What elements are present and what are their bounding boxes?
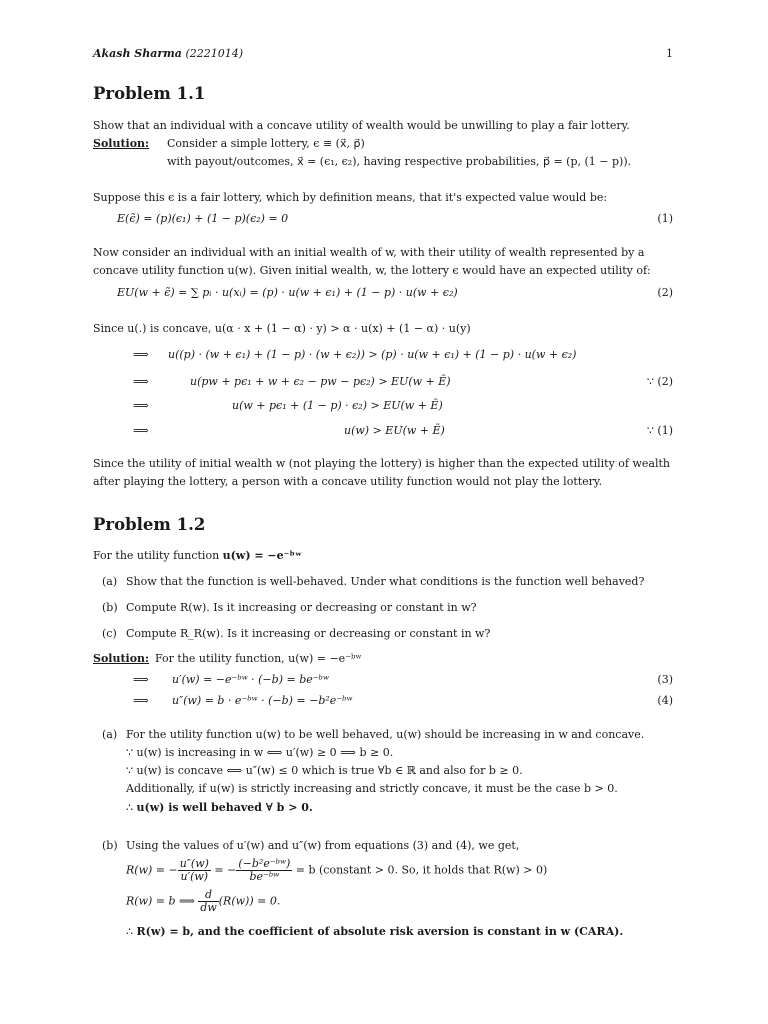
solution-label-1-1: Solution: <box>93 137 150 150</box>
part-c-label: (c) <box>102 627 117 640</box>
answer-a-label: (a) <box>102 728 118 741</box>
fraction-u2-over-u1 <box>178 858 211 883</box>
r2-lhs: R(w) = b ⟹ <box>126 894 199 908</box>
equation-3-arrow: ⟹ <box>133 673 149 686</box>
paragraph-2-line-1: Now consider an individual with an initial wealth of w, with their utility of wealth represented by a <box>93 246 645 259</box>
derivative-equation <box>126 889 280 914</box>
step-4-reason: ∵ (1) <box>646 424 673 437</box>
equation-4-arrow: ⟹ <box>133 694 149 707</box>
equation-4: u″(w) = b · e⁻ᵇʷ · (−b) = −b²e⁻ᵇʷ <box>172 694 353 707</box>
fraction-denominator: u′(w) <box>180 870 209 884</box>
part-a-label: (a) <box>102 575 118 588</box>
step-2-reason: ∵ (2) <box>646 375 673 388</box>
part-b-label: (b) <box>102 601 118 614</box>
part-b-question: Compute R(w). Is it increasing or decreasing or constant in w? <box>126 601 477 614</box>
solution-1-2-text: For the utility function, u(w) = −e⁻ᵇʷ <box>155 652 362 665</box>
utility-function: u(w) = −e⁻ᵇʷ <box>222 549 303 562</box>
answer-a-conclusion <box>126 801 313 814</box>
r-rhs: = b (constant > 0. So, it holds that R(w) > 0) <box>292 863 548 877</box>
equation-3-label: (3) <box>657 673 673 686</box>
part-a-question: Show that the function is well-behaved. Under what conditions is the function well behaved? <box>126 575 645 588</box>
step-1-expression: u((p) · (w + ϵ₁) + (1 − p) · (w + ϵ₂)) > (p) · u(w + ϵ₁) + (1 − p) · u(w + ϵ₂) <box>168 348 577 361</box>
lottery-definition: Consider a simple lottery, ϵ ≡ (x⃗, p⃗) <box>167 137 365 150</box>
step-3-arrow: ⟹ <box>133 399 149 412</box>
equation-4-label: (4) <box>657 694 673 707</box>
fraction-numerator: (−b²e⁻ᵇʷ) <box>238 857 291 870</box>
equation-3: u′(w) = −e⁻ᵇʷ · (−b) = be⁻ᵇʷ <box>172 673 329 686</box>
fraction-denominator: be⁻ᵇʷ <box>249 870 280 884</box>
step-1-arrow: ⟹ <box>133 348 149 361</box>
fraction-d-dw <box>198 889 218 914</box>
fair-lottery-text: Suppose this ϵ is a fair lottery, which by definition means, that it's expected value would be: <box>93 191 608 204</box>
running-header-author <box>93 47 243 60</box>
answer-a-line-3: ∵ u(w) is concave ⟺ u″(w) ≤ 0 which is true ∀b ∈ ℝ and also for b ≥ 0. <box>126 764 523 777</box>
risk-aversion-equation <box>126 858 547 883</box>
r-mid: = − <box>210 863 237 877</box>
answer-a-line-1: For the utility function u(w) to be well behaved, u(w) should be increasing in w and concave. <box>126 728 645 741</box>
lottery-payout: with payout/outcomes, x⃗ = (ϵ₁, ϵ₂), having respective probabilities, p⃗ = (p, (1 − p)). <box>167 155 632 168</box>
equation-2-label: (2) <box>657 286 673 299</box>
equation-2: EU(w + ϵ̃) = ∑ pᵢ · u(xᵢ) = (p) · u(w + ϵ₁) + (1 − p) · u(w + ϵ₂) <box>117 286 458 299</box>
answer-a-line-4: Additionally, if u(w) is strictly increasing and strictly concave, it must be the case b > 0. <box>126 782 618 795</box>
step-2-expression: u(pw + pϵ₁ + w + ϵ₂ − pw − pϵ₂) > EU(w + Ẽ) <box>190 375 451 388</box>
page-number: 1 <box>666 47 673 60</box>
problem-1-2-title: Problem 1.2 <box>93 515 206 534</box>
therefore-symbol: ∴ <box>126 925 137 938</box>
r-lhs: R(w) = − <box>126 863 178 877</box>
fraction-numerator: u″(w) <box>179 857 209 870</box>
problem-1-2-statement-prefix: For the utility function <box>93 549 223 562</box>
solution-label-1-2: Solution: <box>93 652 150 665</box>
answer-b-conclusion-text: R(w) = b, and the coefficient of absolute risk aversion is constant in w (CARA). <box>136 925 624 938</box>
answer-a-conclusion-text: u(w) is well behaved ∀ b > 0. <box>136 801 313 814</box>
problem-1-1-statement: Show that an individual with a concave utility of wealth would be unwilling to play a fair lottery. <box>93 119 630 132</box>
equation-1-label: (1) <box>657 212 673 225</box>
author-id: (2221014) <box>185 47 244 60</box>
equation-1: E(ϵ̃) = (p)(ϵ₁) + (1 − p)(ϵ₂) = 0 <box>117 212 289 225</box>
conclusion-1-1-line-1: Since the utility of initial wealth w (not playing the lottery) is higher than the expected utility of wealth <box>93 457 670 470</box>
paragraph-2-line-2: concave utility function u(w). Given initial wealth, w, the lottery ϵ would have an expected utility of: <box>93 264 651 277</box>
fraction-numerator: d <box>198 889 218 902</box>
fraction-denominator: dw <box>200 901 217 915</box>
therefore-symbol: ∴ <box>126 801 137 814</box>
step-4-arrow: ⟹ <box>133 424 149 437</box>
step-2-arrow: ⟹ <box>133 375 149 388</box>
answer-b-line-1: Using the values of u′(w) and u″(w) from equations (3) and (4), we get, <box>126 839 520 852</box>
step-3-expression: u(w + pϵ₁ + (1 − p) · ϵ₂) > EU(w + Ẽ) <box>232 399 443 412</box>
fraction-substituted <box>236 858 292 883</box>
answer-b-label: (b) <box>102 839 118 852</box>
part-c-question: Compute R_R(w). Is it increasing or decreasing or constant in w? <box>126 627 491 640</box>
conclusion-1-1-line-2: after playing the lottery, a person with a concave utility function would not play the lottery. <box>93 475 603 488</box>
concavity-definition: Since u(.) is concave, u(α · x + (1 − α) · y) > α · u(x) + (1 − α) · u(y) <box>93 322 471 335</box>
answer-a-line-2: ∵ u(w) is increasing in w ⟺ u′(w) ≥ 0 ⟹ b ≥ 0. <box>126 746 394 759</box>
answer-b-conclusion <box>126 925 623 938</box>
problem-1-1-title: Problem 1.1 <box>93 84 206 103</box>
problem-1-2-statement <box>93 549 302 562</box>
step-4-expression: u(w) > EU(w + Ẽ) <box>344 424 445 437</box>
r2-rhs: (R(w)) = 0. <box>218 894 281 908</box>
author-name: Akash Sharma <box>93 47 182 60</box>
